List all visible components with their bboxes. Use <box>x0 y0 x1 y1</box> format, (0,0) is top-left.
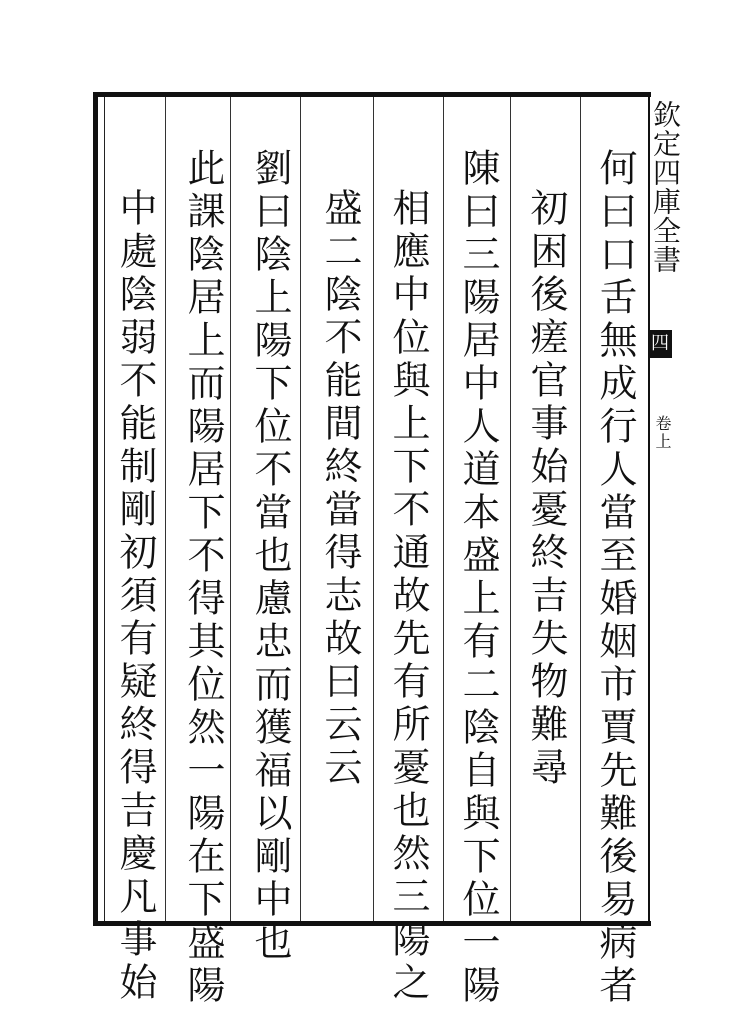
margin-book-title: 欽定四庫全書 <box>649 100 682 274</box>
column-divider <box>580 97 581 921</box>
column-divider <box>443 97 444 921</box>
text-column-8: 中處陰弱不能制剛初須有疑終得吉慶凡事始 <box>113 188 157 1005</box>
column-divider <box>300 97 301 921</box>
text-column-7: 此課陰居上而陽居下不得其位然一陽在下盛陽 <box>181 148 225 1008</box>
column-divider <box>165 97 166 921</box>
column-divider <box>373 97 374 921</box>
inner-border-line <box>104 97 105 921</box>
text-column-3: 陳曰三陽居中人道本盛上有二陰自與下位一陽 <box>456 148 500 1008</box>
text-column-2: 初困後瘥官事始憂終吉失物難尋 <box>524 188 568 790</box>
column-divider <box>230 97 231 921</box>
text-column-1: 何曰口舌無成行人當至婚姻市賈先難後易病者 <box>593 148 637 1008</box>
text-column-4: 相應中位與上下不通故先有所憂也然三陽之 <box>386 188 430 1005</box>
margin-juan-label: 卷上 <box>653 415 672 451</box>
text-column-5: 盛二陰不能間終當得志故曰云云 <box>318 188 362 790</box>
column-divider <box>510 97 511 921</box>
text-column-6: 劉曰陰上陽下位不當也慮忠而獲福以剛中也 <box>248 148 292 965</box>
margin-leaf-number: 四 <box>648 330 672 358</box>
